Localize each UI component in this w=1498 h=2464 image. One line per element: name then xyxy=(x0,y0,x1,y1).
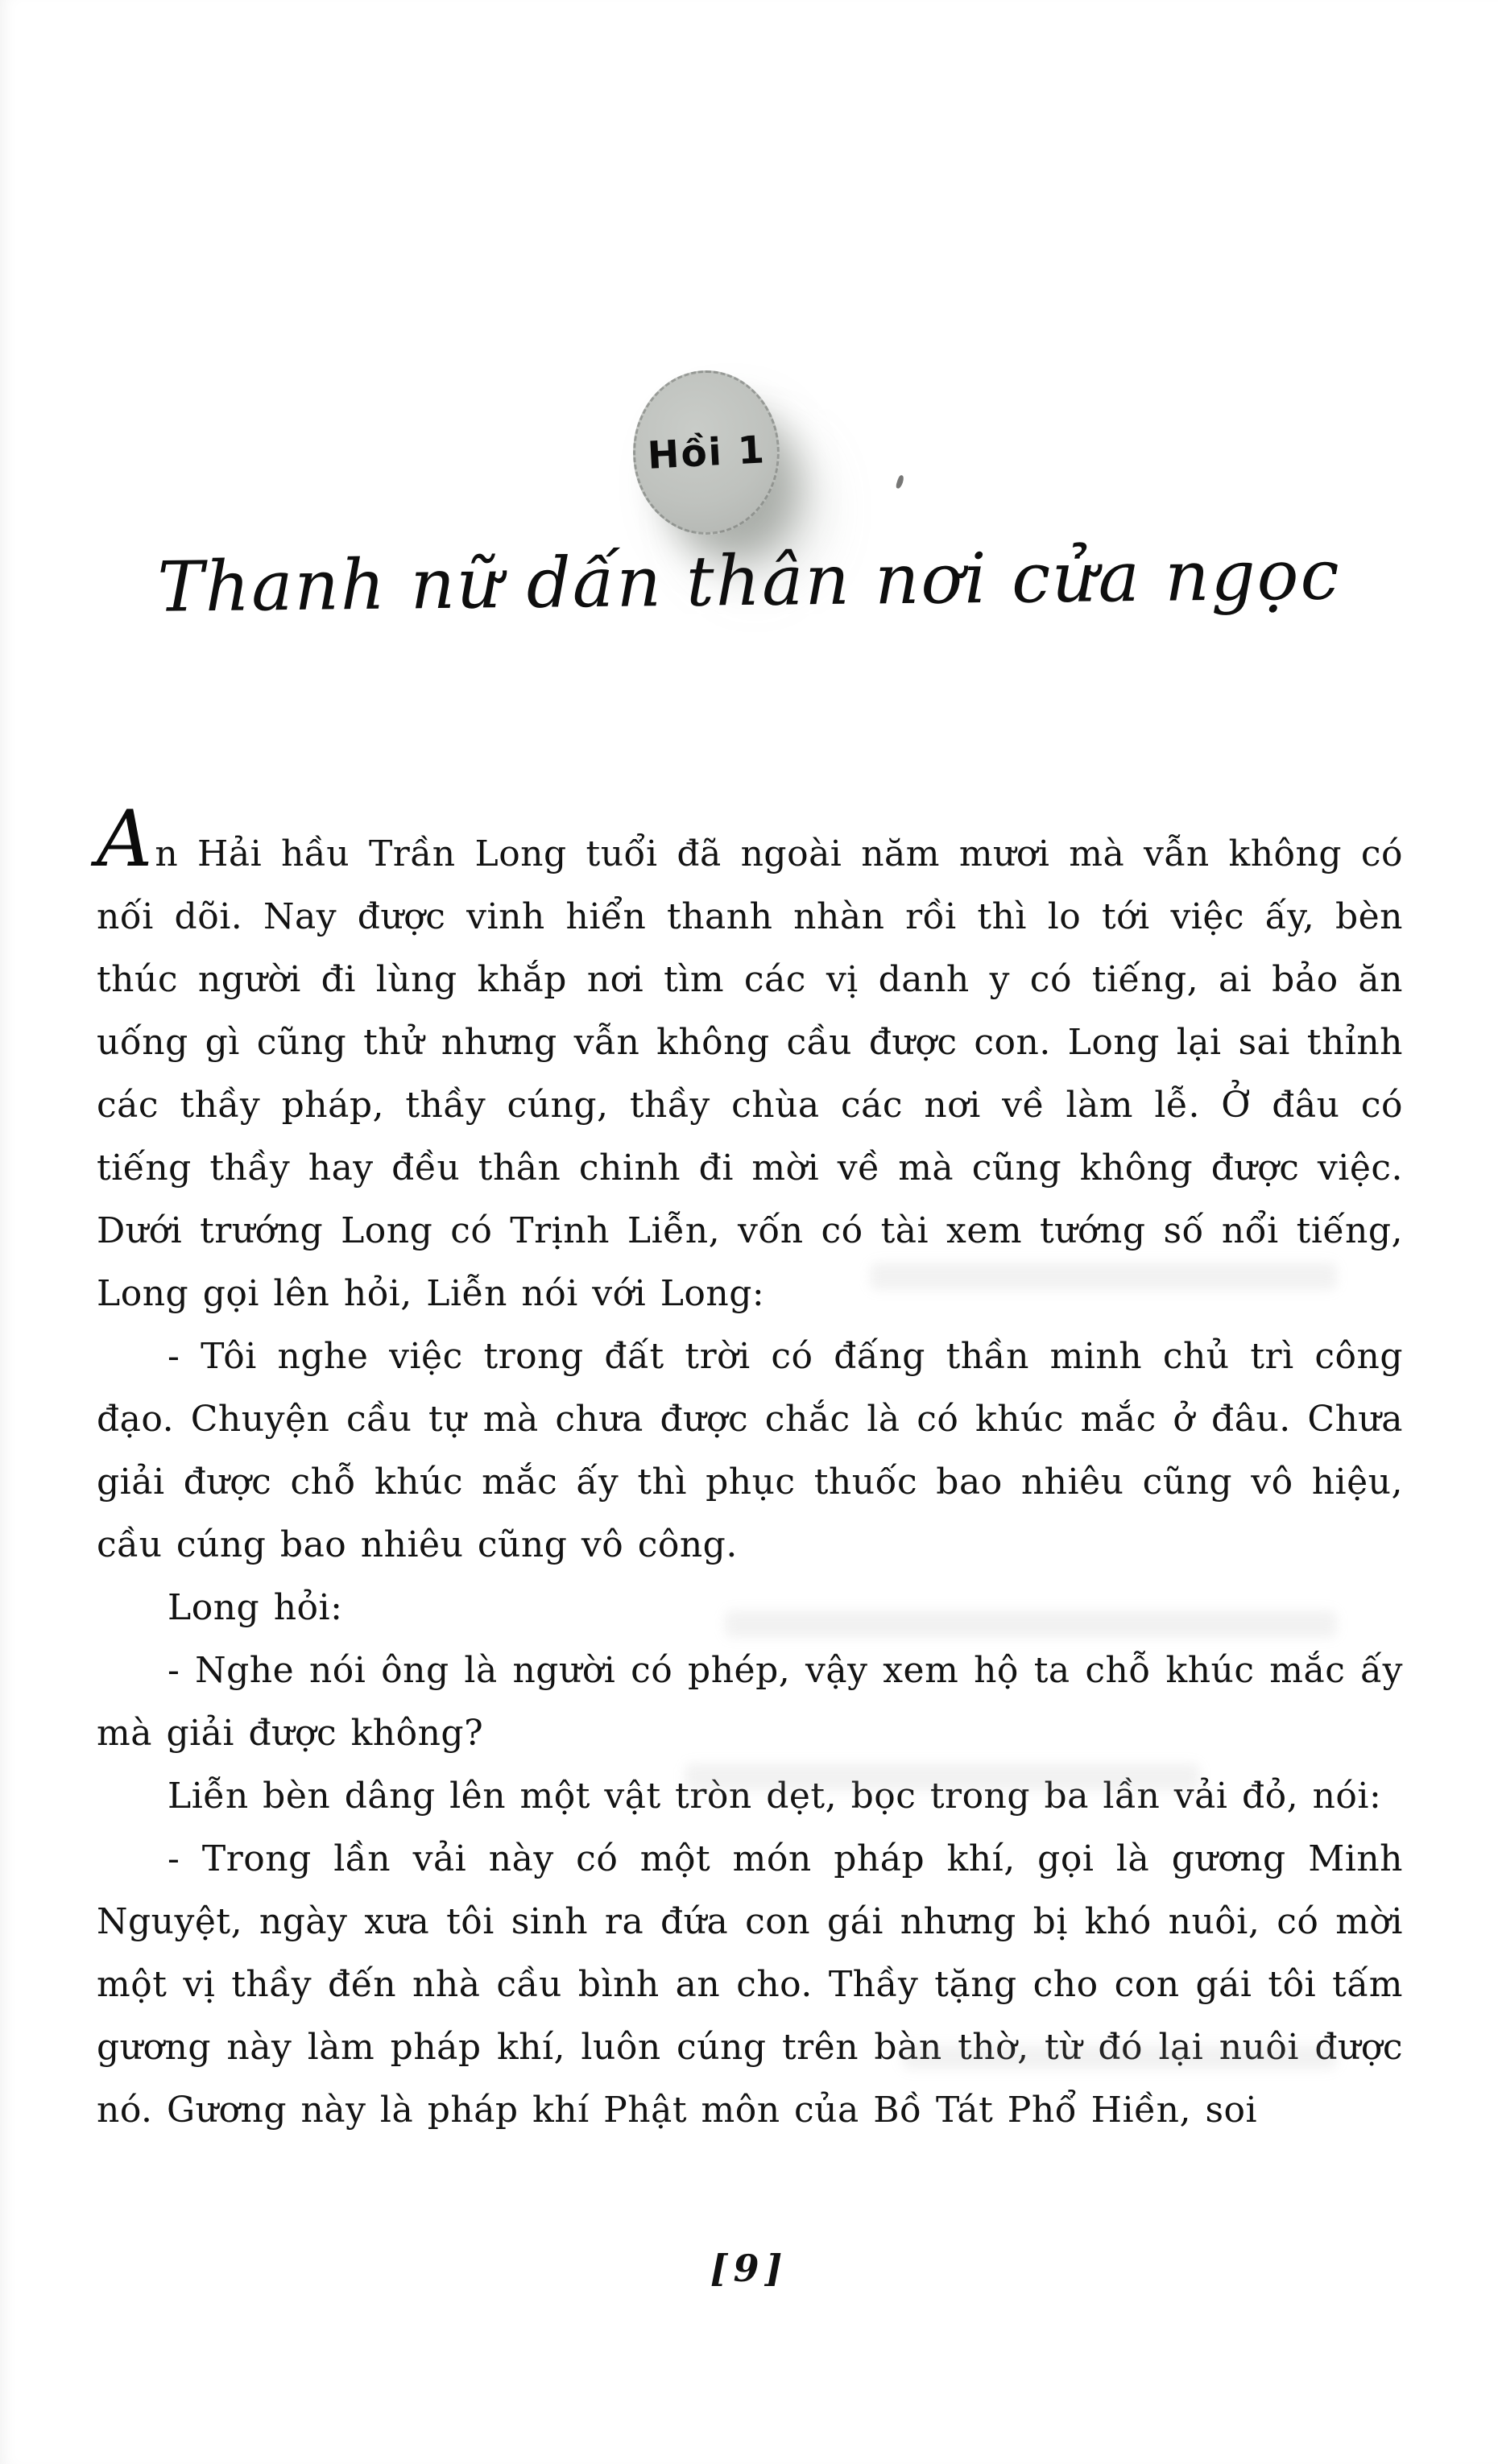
paragraph: An Hải hầu Trần Long tuổi đã ngoài năm mươi mà vẫn không có nối dõi. Nay được vinh hiển thanh nhàn rồi thì lo tới việc ấy, bèn thúc người đi lùng khắp nơi tìm các vị danh y có tiếng, ai bảo ăn uống gì cũng thử nhưng vẫn không cầu được con. Long lại sai thỉnh các thầy pháp, thầy cúng, thầy chùa các nơi về làm lễ. Ở đâu có tiếng thầy hay đều thân chinh đi mời về mà cũng không được việc. Dưới trướng Long có Trịnh Liễn, vốn có tài xem tướng số nổi tiếng, Long gọi lên hỏi, Liễn nói với Long: xyxy=(97,794,1403,1314)
page-number: [9] xyxy=(710,2247,788,2290)
ink-speck xyxy=(896,474,905,489)
paragraph: - Trong lần vải này có một món pháp khí, gọi là gương Minh Nguyệt, ngày xưa tôi sinh ra đứa con gái nhưng bị khó nuôi, có mời một vị thầy đến nhà cầu bình an cho. Thầy tặng cho con gái tôi tấm gương này làm pháp khí, luôn cúng trên bàn thờ, từ đó lại nuôi được nó. Gương này là pháp khí Phật môn của Bồ Tát Phổ Hiền, soi xyxy=(97,1838,1403,2131)
body-text xyxy=(97,794,1403,2142)
chapter-badge-label: Hồi 1 xyxy=(646,427,767,478)
chapter-title: Thanh nữ dấn thân nơi cửa ngọc xyxy=(156,535,1342,628)
chapter-badge xyxy=(633,370,780,535)
paragraph: - Nghe nói ông là người có phép, vậy xem hộ ta chỗ khúc mắc ấy mà giải được không? xyxy=(97,1650,1403,1754)
paragraph: Long hỏi: xyxy=(168,1587,343,1628)
drop-cap-letter: A xyxy=(97,794,153,884)
paragraph: - Tôi nghe việc trong đất trời có đấng thần minh chủ trì công đạo. Chuyện cầu tự mà chưa được chắc là có khúc mắc ở đâu. Chưa giải được chỗ khúc mắc ấy thì phục thuốc bao nhiêu cũng vô hiệu, cầu cúng bao nhiêu cũng vô công. xyxy=(97,1336,1403,1565)
paragraph: Liễn bèn dâng lên một vật tròn dẹt, bọc trong ba lần vải đỏ, nói: xyxy=(168,1776,1382,1817)
